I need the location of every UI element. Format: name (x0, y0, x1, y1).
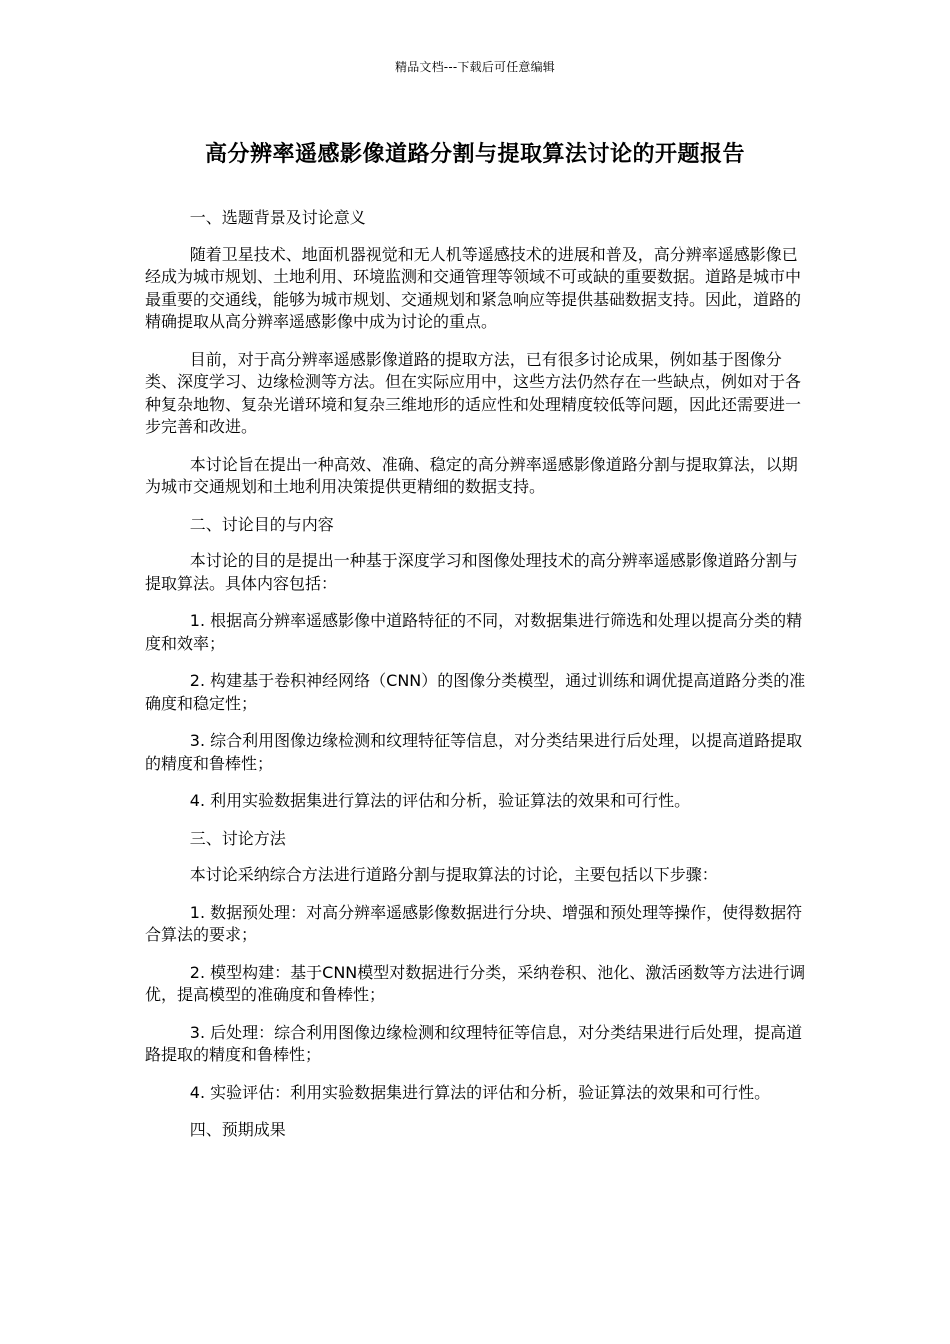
paragraph-background-3: 本讨论旨在提出一种高效、准确、稳定的高分辨率遥感影像道路分割与提取算法，以期为城市交通规划和土地利用决策提供更精细的数据支持。 (145, 454, 798, 496)
paragraph-background-2: 目前，对于高分辨率遥感影像道路的提取方法，已有很多讨论成果，例如基于图像分类、深度学习、边缘检测等方法。但在实际应用中，这些方法仍然存在一些缺点，例如对于各种复杂地物、复杂光谱环境和复杂三维地形的适应性和处理精度较低等问题，因此还需要进一步完善和改进。 (145, 349, 802, 436)
paragraph-background-1: 随着卫星技术、地面机器视觉和无人机等遥感技术的进展和普及，高分辨率遥感影像已经成为城市规划、土地利用、环境监测和交通管理等领域不可或缺的重要数据。道路是城市中最重要的交通线，能够为城市规划、交通规划和紧急响应等提供基础数据支持。因此，道路的精确提取从高分辨率遥感影像中成为讨论的重点。 (145, 244, 802, 331)
list-item-method-2: 2. 模型构建：基于CNN模型对数据进行分类，采纳卷积、池化、激活函数等方法进行调优，提高模型的准确度和鲁棒性； (145, 962, 806, 1004)
section-heading-objectives: 二、讨论目的与内容 (189, 514, 334, 534)
section-heading-expected-results: 四、预期成果 (189, 1120, 286, 1139)
list-item-objective-4: 4. 利用实验数据集进行算法的评估和分析，验证算法的效果和可行性。 (189, 791, 691, 810)
paragraph-methods-intro: 本讨论采纳综合方法进行道路分割与提取算法的讨论，主要包括以下步骤： (189, 865, 718, 884)
list-item-method-3: 3. 后处理：综合利用图像边缘检测和纹理特征等信息，对分类结果进行后处理，提高道路提取的精度和鲁棒性； (145, 1022, 803, 1064)
list-item-objective-2: 2. 构建基于卷积神经网络（CNN）的图像分类模型，通过训练和调优提高道路分类的准确度和稳定性； (145, 671, 806, 713)
header-note: 精品文档---下载后可任意编辑 (395, 60, 555, 74)
list-item-method-1: 1. 数据预处理：对高分辨率遥感影像数据进行分块、增强和预处理等操作，使得数据符合算法的要求； (145, 902, 803, 944)
list-item-objective-1: 1. 根据高分辨率遥感影像中道路特征的不同，对数据集进行筛选和处理以提高分类的精度和效率； (145, 611, 803, 653)
list-item-method-4: 4. 实验评估：利用实验数据集进行算法的评估和分析，验证算法的效果和可行性。 (189, 1082, 771, 1102)
list-item-objective-3: 3. 综合利用图像边缘检测和纹理特征等信息，对分类结果进行后处理，以提高道路提取的精度和鲁棒性； (145, 731, 803, 773)
document-body (145, 207, 813, 1156)
document-title: 高分辨率遥感影像道路分割与提取算法讨论的开题报告 (204, 142, 745, 167)
section-heading-background: 一、选题背景及讨论意义 (189, 208, 366, 227)
paragraph-objectives-intro: 本讨论的目的是提出一种基于深度学习和图像处理技术的高分辨率遥感影像道路分割与提取算法。具体内容包括： (145, 551, 798, 593)
section-heading-methods: 三、讨论方法 (189, 828, 286, 848)
